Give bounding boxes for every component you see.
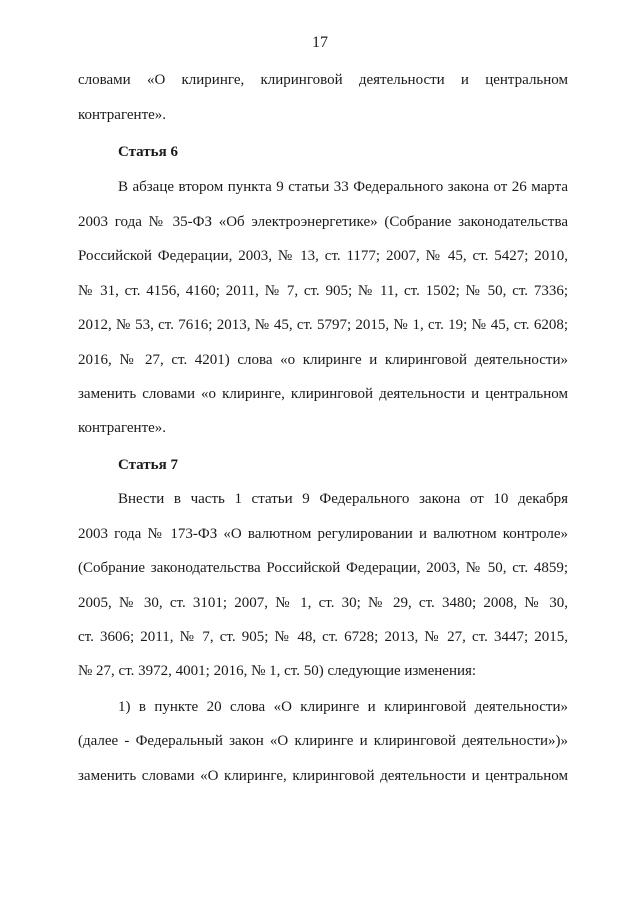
text-line: словами «О клиринге, клиринговой деятельности и центральном [78,72,568,88]
text-line: контрагенте». [78,107,167,123]
text-line: 2005, № 30, ст. 3101; 2007, № 1, ст. 30; № 29, ст. 3480; 2008, № 30, [78,595,568,611]
text-line: Внести в часть 1 статьи 9 Федерального закона от 10 декабря [118,491,568,507]
text-line: В абзаце втором пункта 9 статьи 33 Федерального закона от 26 марта [118,179,568,195]
text-line: 2016, № 27, ст. 4201) слова «о клиринге и клиринговой деятельности» [78,352,568,368]
text-line: 2003 года № 35-ФЗ «Об электроэнергетике» (Собрание законодательства [78,214,568,230]
text-line: 1) в пункте 20 слова «О клиринге и клиринговой деятельности» [118,699,568,715]
text-line: контрагенте». [78,420,167,436]
article-heading: Статья 6 [118,144,178,160]
text-line: 2012, № 53, ст. 7616; 2013, № 45, ст. 5797; 2015, № 1, ст. 19; № 45, ст. 6208; [78,317,568,333]
text-line: № 31, ст. 4156, 4160; 2011, № 7, ст. 905; № 11, ст. 1502; № 50, ст. 7336; [78,283,568,299]
text-line: ст. 3606; 2011, № 7, ст. 905; № 48, ст. 6728; 2013, № 27, ст. 3447; 2015, [78,629,568,645]
text-line: (далее - Федеральный закон «О клиринге и клиринговой деятельности»)» [78,733,568,749]
text-line: (Собрание законодательства Российской Федерации, 2003, № 50, ст. 4859; [78,560,568,576]
text-line: Российской Федерации, 2003, № 13, ст. 1177; 2007, № 45, ст. 5427; 2010, [78,248,568,264]
text-line: заменить словами «о клиринге, клиринговой деятельности и центральном [78,386,568,402]
text-line: заменить словами «О клиринге, клиринговой деятельности и центральном [78,768,568,784]
text-line: 2003 года № 173-ФЗ «О валютном регулировании и валютном контроле» [78,526,568,542]
text-line: № 27, ст. 3972, 4001; 2016, № 1, ст. 50) следующие изменения: [78,663,477,679]
article-heading: Статья 7 [118,457,178,473]
page-number: 17 [312,34,328,51]
